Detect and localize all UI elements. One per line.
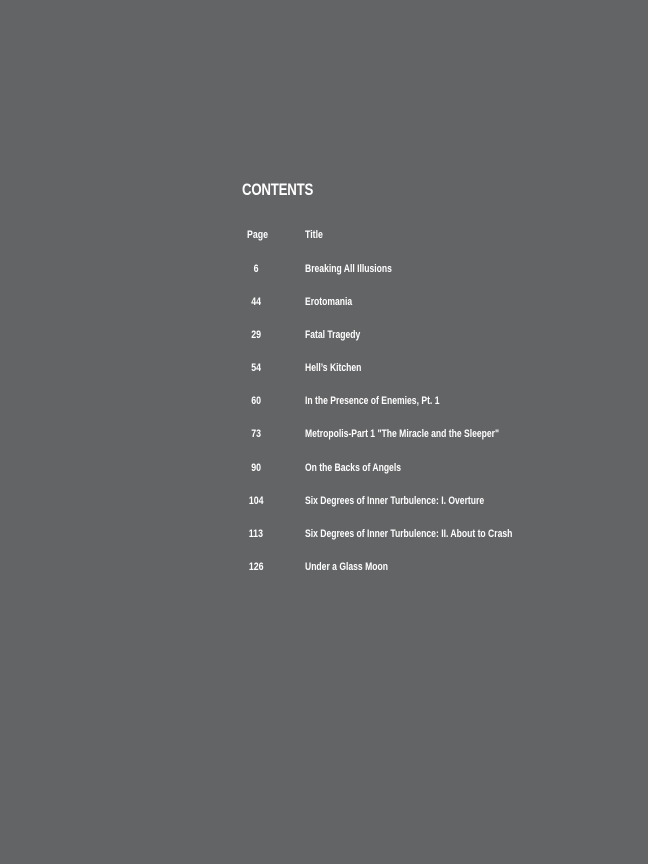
toc-title: Under a Glass Moon: [305, 560, 388, 573]
toc-entry: [0, 395, 648, 428]
toc-title: Erotomania: [305, 296, 353, 309]
toc-page-number: 6: [253, 263, 259, 275]
toc-entry: [0, 296, 648, 329]
toc-entry: [0, 528, 648, 561]
toc-entry: [0, 462, 648, 495]
toc-title: In the Presence of Enemies, Pt. 1: [305, 395, 440, 408]
toc-title: Fatal Tragedy: [305, 329, 361, 342]
toc-title: Six Degrees of Inner Turbulence: I. Overture: [305, 494, 485, 507]
column-header-page: Page: [247, 229, 269, 241]
toc-title: Hell’s Kitchen: [305, 362, 362, 375]
toc-entry: [0, 495, 648, 528]
page-title: CONTENTS: [242, 180, 314, 199]
toc-page-number: 60: [251, 395, 261, 408]
column-header-title: Title: [305, 229, 323, 241]
toc-entry: [0, 263, 648, 296]
toc-page-number: 29: [251, 329, 261, 342]
toc-page-number: 73: [251, 428, 261, 441]
toc-page-number: 126: [248, 560, 264, 573]
toc-page-number: 90: [251, 461, 261, 474]
toc-page-number: 54: [251, 362, 261, 375]
toc-entry: [0, 428, 648, 461]
toc-entry: [0, 329, 648, 362]
toc-title: Metropolis-Part 1 "The Miracle and the Sleeper": [305, 428, 500, 441]
toc-title: Six Degrees of Inner Turbulence: II. About to Crash: [305, 527, 513, 540]
table-of-contents: [0, 263, 648, 594]
toc-page-number: 44: [251, 296, 261, 309]
toc-entry: [0, 362, 648, 395]
toc-page-number: 104: [248, 494, 264, 507]
toc-entry: [0, 561, 648, 594]
toc-page-number: 113: [248, 527, 264, 540]
toc-title: On the Backs of Angels: [305, 461, 401, 474]
toc-title: Breaking All Illusions: [305, 263, 392, 275]
